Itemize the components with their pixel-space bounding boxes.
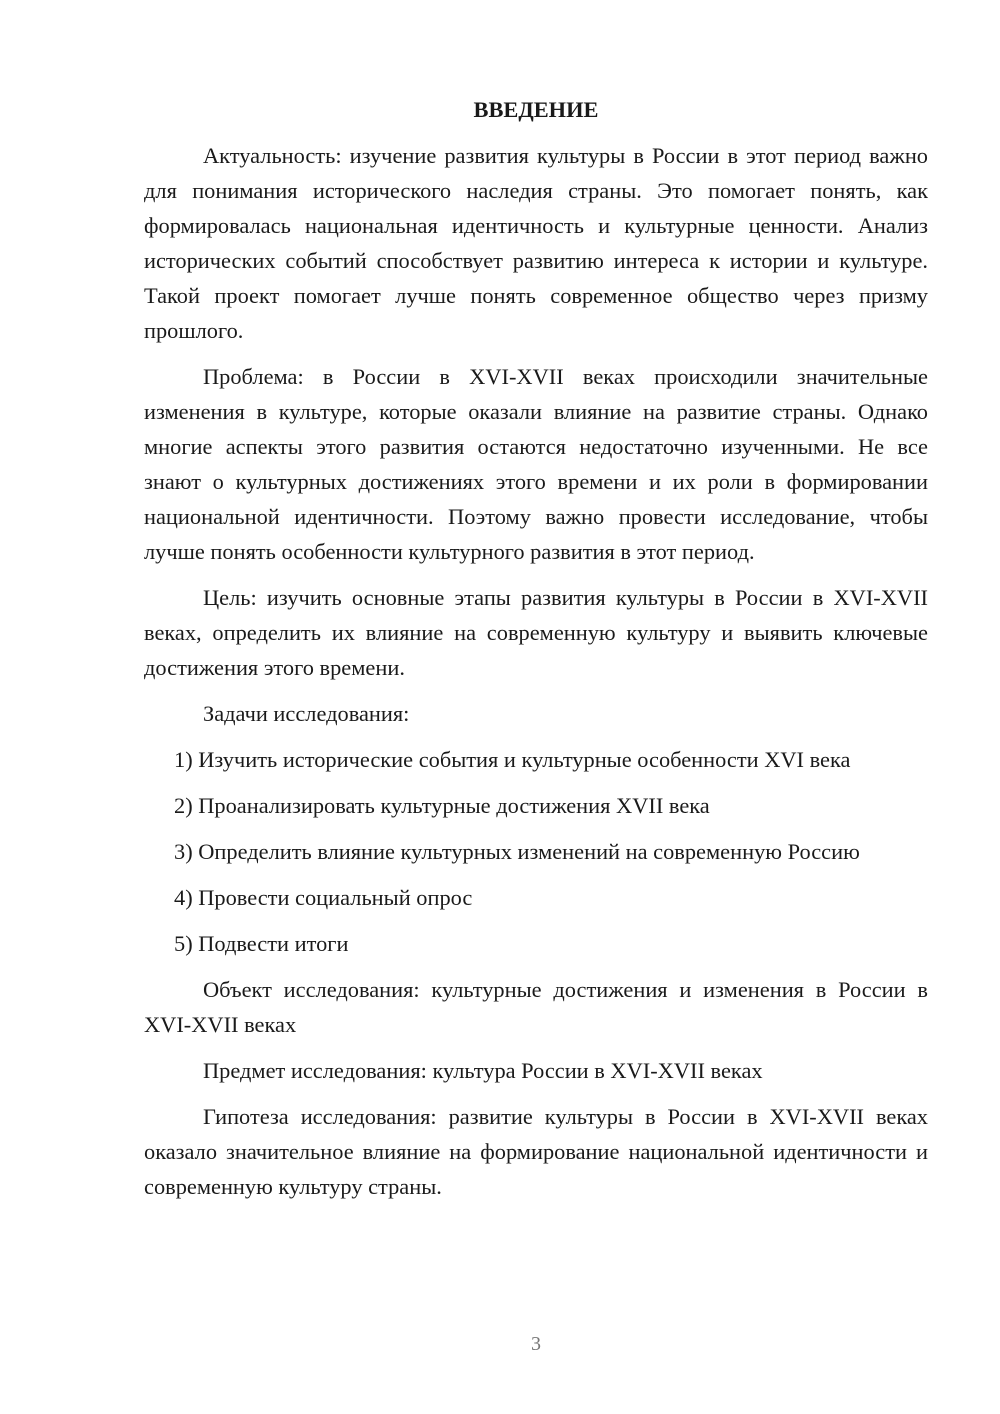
tasks-heading: Задачи исследования: xyxy=(203,701,410,726)
hypothesis-paragraph: Гипотеза исследования: развитие культуры в России в XVI-XVII веках оказало значительное влияние на формирование национальной идентичности и современную культуру страны. xyxy=(144,1104,928,1199)
document-page xyxy=(144,92,928,1215)
goal-paragraph: Цель: изучить основные этапы развития культуры в России в XVI-XVII веках, определить их влияние на современную культуру и выявить ключевые достижения этого времени. xyxy=(144,585,928,680)
task-item-5: 5) Подвести итоги xyxy=(174,931,349,956)
task-item-3: 3) Определить влияние культурных изменений на современную Россию xyxy=(174,839,860,864)
relevance-paragraph: Актуальность: изучение развития культуры в России в этот период важно для понимания исторического наследия страны. Это помогает понять, как формировалась национальная идентичность и культурные ценности. Анализ исторических событий способствует развитию интереса к истории и культуре. Такой проект помогает лучше понять современное общество через призму прошлого. xyxy=(144,143,928,343)
task-item-2: 2) Проанализировать культурные достижения XVII века xyxy=(174,793,710,818)
page-number: 3 xyxy=(531,1333,541,1355)
section-title: ВВЕДЕНИЕ xyxy=(473,97,599,122)
task-item-4: 4) Провести социальный опрос xyxy=(174,885,473,910)
problem-paragraph: Проблема: в России в XVI-XVII веках происходили значительные изменения в культуре, которые оказали влияние на развитие страны. Однако многие аспекты этого развития остаются недостаточно изученными. Не все знают о культурных достижениях этого времени и их роли в формировании национальной идентичности. Поэтому важно провести исследование, чтобы лучше понять особенности культурного развития в этот период. xyxy=(144,364,928,564)
subject-paragraph: Предмет исследования: культура России в XVI-XVII веках xyxy=(203,1058,763,1083)
task-item-1: 1) Изучить исторические события и культурные особенности XVI века xyxy=(174,747,851,772)
object-paragraph: Объект исследования: культурные достижения и изменения в России в XVI-XVII веках xyxy=(144,977,928,1037)
